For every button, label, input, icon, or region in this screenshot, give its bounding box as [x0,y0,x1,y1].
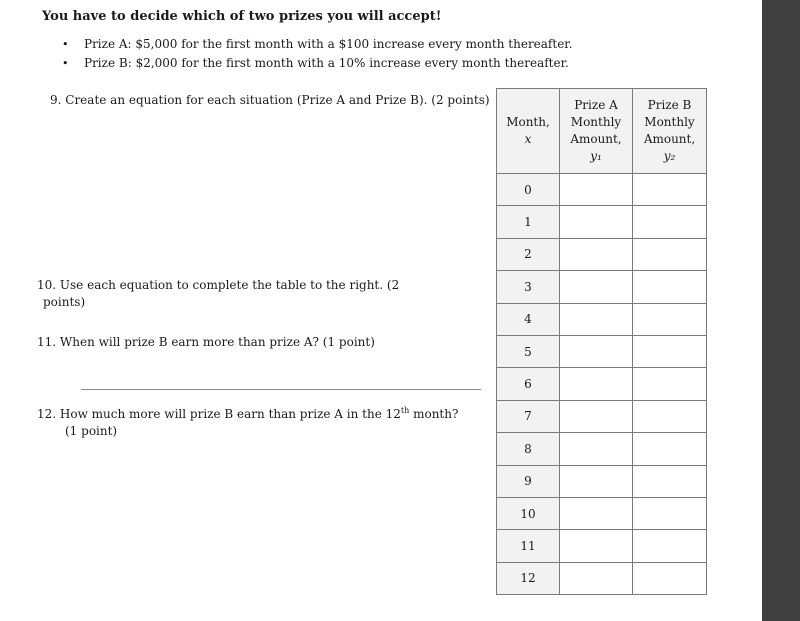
month-cell: 7 [497,400,560,432]
table-header-row [497,89,707,174]
question-10: 10. Use each equation to complete the table to the right. (2 points) [37,278,400,309]
prize-b-cell[interactable] [633,238,707,270]
prize-a-cell[interactable] [560,271,633,303]
table-row [497,174,707,206]
prize-b-cell[interactable] [633,497,707,529]
table-row [497,303,707,335]
table-row [497,368,707,400]
table-row [497,206,707,238]
question-11: 11. When will prize B earn more than prize A? (1 point) [37,335,375,349]
prize-a-cell[interactable] [560,368,633,400]
table-row [497,530,707,562]
month-cell: 10 [497,497,560,529]
month-cell: 2 [497,238,560,270]
bullet-dot-icon: • [62,38,69,51]
prize-a-bullet: • Prize A: $5,000 for the first month with a $100 increase every month thereafter. [58,35,573,54]
prize-a-cell[interactable] [560,465,633,497]
prize-a-cell[interactable] [560,530,633,562]
prize-a-cell[interactable] [560,206,633,238]
prize-b-cell[interactable] [633,400,707,432]
month-cell: 11 [497,530,560,562]
prize-list [58,35,573,73]
bullet-dot-icon: • [62,57,69,70]
table-row [497,497,707,529]
prize-a-cell[interactable] [560,174,633,206]
header-prize-b: Prize B Monthly Amount, y₂ [633,89,707,174]
prize-b-bullet: • Prize B: $2,000 for the first month with a 10% increase every month thereafter. [58,54,573,73]
prize-b-cell[interactable] [633,174,707,206]
month-cell: 9 [497,465,560,497]
table-row [497,400,707,432]
table-row [497,433,707,465]
prize-b-cell[interactable] [633,271,707,303]
month-cell: 0 [497,174,560,206]
table-row [497,238,707,270]
question-9: 9. Create an equation for each situation (Prize A and Prize B). (2 points) [50,93,490,107]
month-cell: 5 [497,335,560,367]
month-cell: 4 [497,303,560,335]
prize-b-cell[interactable] [633,562,707,594]
month-cell: 1 [497,206,560,238]
prize-a-cell[interactable] [560,238,633,270]
prize-b-cell[interactable] [633,465,707,497]
prize-a-cell[interactable] [560,303,633,335]
answer-line[interactable] [81,389,481,390]
month-cell: 6 [497,368,560,400]
prize-a-cell[interactable] [560,335,633,367]
prize-a-cell[interactable] [560,562,633,594]
prize-b-cell[interactable] [633,206,707,238]
prize-a-cell[interactable] [560,433,633,465]
month-cell: 3 [497,271,560,303]
prize-a-cell[interactable] [560,497,633,529]
month-cell: 8 [497,433,560,465]
table-row [497,465,707,497]
prize-b-cell[interactable] [633,433,707,465]
table-row [497,562,707,594]
prize-table [496,88,707,595]
page-title: You have to decide which of two prizes you will accept! [42,9,442,24]
prize-b-cell[interactable] [633,530,707,562]
month-cell: 12 [497,562,560,594]
right-dark-sidebar [762,0,800,621]
prize-b-cell[interactable] [633,303,707,335]
question-12: 12. How much more will prize B earn than prize A in the 12th month? (1 point) [37,406,459,438]
prize-b-cell[interactable] [633,368,707,400]
prize-b-cell[interactable] [633,335,707,367]
header-month: Month, x [497,89,560,174]
header-prize-a: Prize A Monthly Amount, y₁ [560,89,633,174]
table-row [497,271,707,303]
table-row [497,335,707,367]
prize-a-cell[interactable] [560,400,633,432]
